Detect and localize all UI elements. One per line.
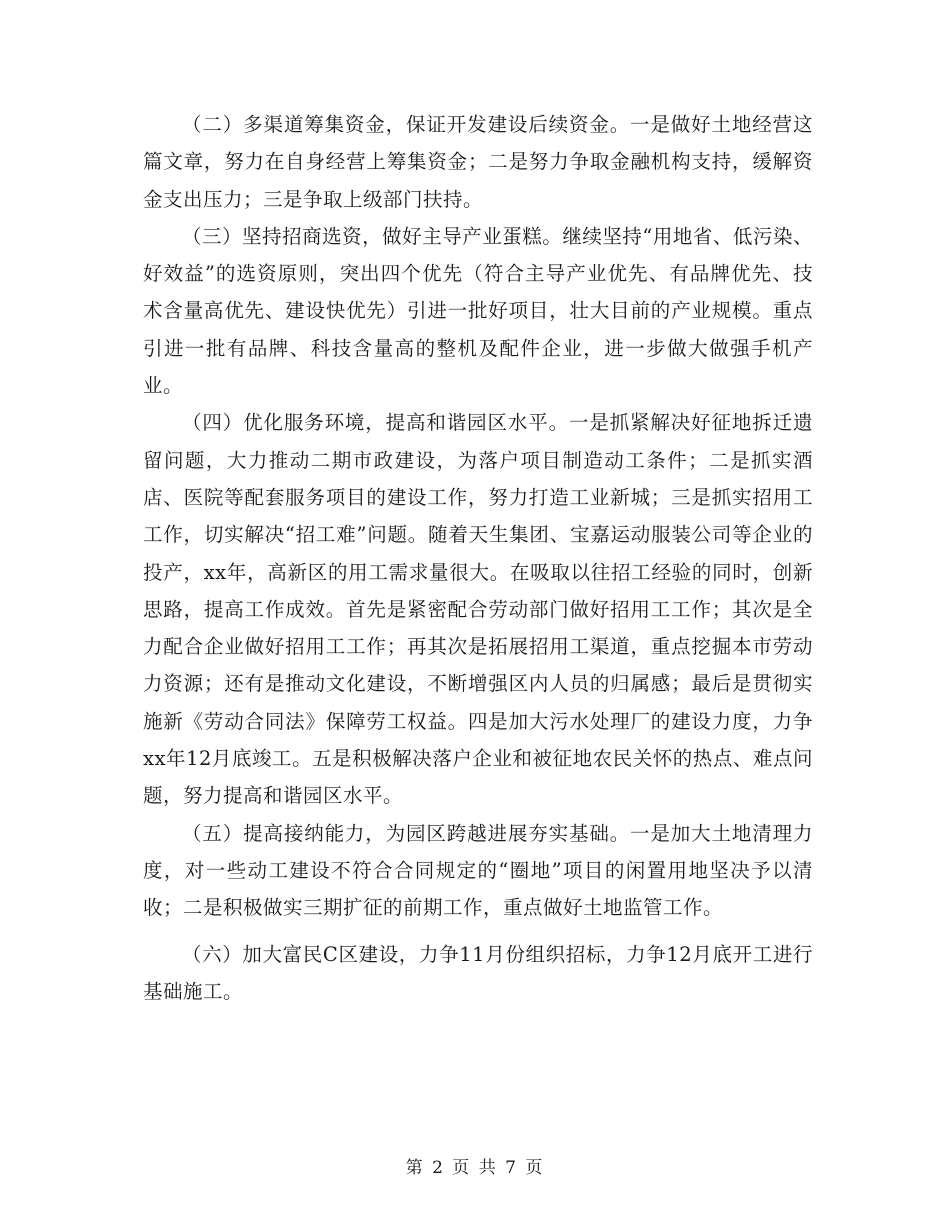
paragraph-3: （三）坚持招商选资，做好主导产业蛋糕。继续坚持“用地省、低污染、好效益”的选资原则，突出四个优先（符合主导产业优先、有品牌优先、技术含量高优先、建设快优先）引进一批好项目，壮大目前的产业规模。重点引进一批有品牌、科技含量高的整机及配件企业，进一步做大做强手机产业。: [143, 224, 813, 398]
paragraph-2: （二）多渠道筹集资金，保证开发建设后续资金。一是做好土地经营这篇文章，努力在自身经营上筹集资金；二是努力争取金融机构支持，缓解资金支出压力；三是争取上级部门扶持。: [143, 113, 813, 211]
page-footer: 第 2 页 共 7 页: [405, 1158, 545, 1178]
paragraph-5: （五）提高接纳能力，为园区跨越进展夯实基础。一是加大土地清理力度，对一些动工建设不符合合同规定的“圈地”项目的闲置用地坚决予以清收；二是积极做实三期扩征的前期工作，重点做好土地监管工作。: [143, 821, 813, 920]
paragraph-4: （四）优化服务环境，提高和谐园区水平。一是抓紧解决好征地拆迁遗留问题，大力推动二期市政建设，为落户项目制造动工条件；二是抓实酒店、医院等配套服务项目的建设工作，努力打造工业新城；三是抓实招用工工作，切实解决“招工难”问题。随着天生集团、宝嘉运动服装公司等企业的投产，xx年，高新区的用工需求量很大。在吸取以往招工经验的同时，创新思路，提高工作成效。首先是紧密配合劳动部门做好招用工工作；其次是全力配合企业做好招用工工作；再其次是拓展招用工渠道，重点挖掘本市劳动力资源；还有是推动文化建设，不断增强区内人员的归属感；最后是贯彻实施新《劳动合同法》保障劳工权益。四是加大污水处理厂的建设力度，力争xx年12月底竣工。五是积极解决落户企业和被征地农民关怀的热点、难点问题，努力提高和谐园区水平。: [143, 411, 813, 808]
document-body: [143, 106, 813, 1010]
paragraph-6: （六）加大富民C区建设，力争11月份组织招标，力争12月底开工进行基础施工。: [143, 942, 813, 1003]
